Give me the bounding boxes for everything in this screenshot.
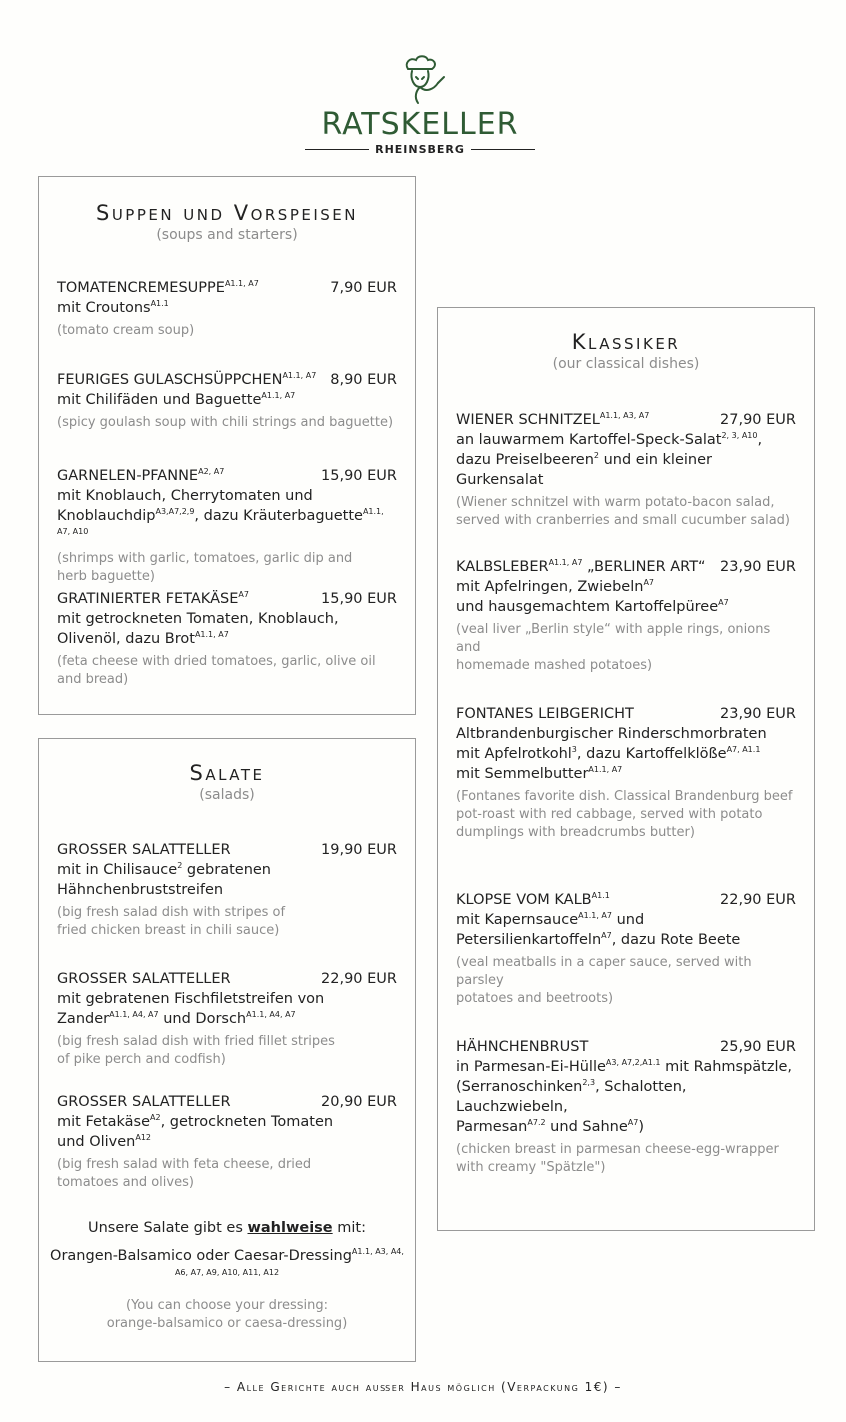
- item-price: 23,90 EUR: [720, 559, 796, 575]
- item-description: und Oliven$^{A12}$: [57, 1133, 152, 1150]
- item-description: (Serranoschinken$^{2,3}$, Schalotten, Lauchzwiebeln,: [456, 1078, 687, 1115]
- item-translation: (veal meatballs in a caper sauce, served with parsley potatoes and beetroots): [456, 955, 752, 1006]
- item-price: 15,90 EUR: [321, 591, 397, 607]
- menu-item: [57, 589, 397, 689]
- menu-item: [57, 1092, 397, 1192]
- item-description: mit Croutons$^{A1.1}$: [57, 299, 169, 316]
- item-description: mit gebratenen Fischfiletstreifen von: [57, 991, 325, 1007]
- item-price: 15,90 EUR: [321, 468, 397, 484]
- item-description: und hausgemachtem Kartoffelpüree$^{A7}$: [456, 598, 729, 615]
- restaurant-location: RHEINSBERG: [300, 143, 540, 156]
- menu-item: [57, 278, 397, 340]
- item-translation: (Wiener schnitzel with warm potato-bacon salad, served with cranberries and small cucumber salad): [456, 495, 790, 528]
- section-subtitle: (our classical dishes): [552, 356, 700, 372]
- salads-section: [38, 738, 416, 1362]
- item-price: 22,90 EUR: [720, 892, 796, 908]
- item-description: mit getrockneten Tomaten, Knoblauch,: [57, 611, 339, 627]
- item-description: mit Kapernsauce$^{A1.1, A7}$ und: [456, 911, 645, 928]
- item-description: Olivenöl, dazu Brot$^{A1.1, A7}$: [57, 630, 229, 647]
- menu-item: [456, 557, 796, 675]
- item-name: GROSSER SALATTELLER: [57, 1094, 231, 1110]
- item-translation: (spicy goulash soup with chili strings and baguette): [57, 415, 394, 430]
- section-subtitle: (salads): [199, 787, 255, 803]
- item-price: 27,90 EUR: [720, 412, 796, 428]
- item-name: FEURIGES $GULASCHSÜPPCHEN^{A1.1, A7}$: [57, 371, 317, 388]
- item-price: 22,90 EUR: [321, 971, 397, 987]
- item-translation: (chicken breast in parmesan cheese-egg-wrapper with creamy "Spätzle"): [456, 1142, 779, 1175]
- item-description: Zander$^{A1.1, A4, A7}$ und Dorsch$^{A1.1, A4, A7}$: [57, 1010, 296, 1027]
- item-description: Altbrandenburgischer Rinderschmorbraten: [456, 726, 767, 742]
- item-price: 7,90 EUR: [330, 280, 397, 296]
- item-name: WIENER $SCHNITZEL^{A1.1, A3, A7}$: [456, 411, 650, 428]
- item-name: GROSSER SALATTELLER: [57, 971, 231, 987]
- soups-section: [38, 176, 416, 715]
- item-name: GRATINIERTER $FETAKÄSE^{A7}$: [57, 590, 249, 607]
- item-price: 20,90 EUR: [321, 1094, 397, 1110]
- item-description: mit Semmelbutter$^{A1.1, A7}$: [456, 765, 623, 782]
- dressing-notice: Unsere Salate gibt es wahlweise mit: Orangen-Balsamico oder Caesar-Dressing$^{A1.1, A3, A4,}$ A6, A7, A9, A10, A11, A12 (You can choose your dressing: orange-balsamico or caesa-dressing): [50, 1220, 404, 1331]
- item-price: 19,90 EUR: [321, 842, 397, 858]
- item-name: FONTANES LEIBGERICHT: [456, 706, 634, 722]
- item-name: GROSSER SALATTELLER: [57, 842, 231, 858]
- item-description: mit Apfelringen, Zwiebeln$^{A7}$: [456, 578, 654, 595]
- chef-icon: [390, 55, 450, 107]
- item-translation: (shrimps with garlic, tomatoes, garlic dip and herb baguette): [57, 551, 353, 584]
- item-price: 23,90 EUR: [720, 706, 796, 722]
- item-name: $TOMATENCREMESUPPE^{A1.1, A7}$: [57, 279, 259, 296]
- menu-item: [456, 1037, 796, 1177]
- item-description: dazu Preiselbeeren$^2$ und ein kleiner Gurkensalat: [456, 451, 712, 488]
- item-translation: (big fresh salad with feta cheese, dried tomatoes and olives): [57, 1157, 312, 1190]
- menu-item: [456, 890, 796, 1008]
- item-name: HÄHNCHENBRUST: [456, 1039, 589, 1055]
- classics-section: [437, 307, 815, 1231]
- item-name: KLOPSE VOM $KALB^{A1.1}$: [456, 891, 610, 908]
- restaurant-name: RATSKELLER: [321, 107, 519, 142]
- item-translation: (tomato cream soup): [57, 323, 195, 338]
- takeaway-note: – Alle Gerichte auch außer Haus möglich (Verpackung 1€) –: [224, 1380, 622, 1394]
- section-title: Salate: [189, 761, 265, 785]
- section-title: Suppen und Vorspeisen: [96, 201, 358, 225]
- menu-item: [57, 466, 397, 586]
- item-description: in Parmesan-Ei-Hülle$^{A3, A7,2,A1.1}$ mit Rahmspätzle,: [456, 1058, 793, 1075]
- item-description: Parmesan$^{A7.2}$ und Sahne$^{A7}$): [456, 1118, 645, 1135]
- item-description: mit Chilifäden und Baguette$^{A1.1, A7}$: [57, 391, 296, 408]
- menu-item: [57, 840, 397, 940]
- section-subtitle: (soups and starters): [156, 227, 298, 243]
- item-translation: (big fresh salad dish with fried fillet stripes of pike perch and codfish): [57, 1034, 335, 1067]
- item-description: Hähnchenbruststreifen: [57, 882, 224, 898]
- item-description: Knoblauchdip$^{A3,A7,2,9}$, dazu Kräuterbaguette$^{A1.1, A7, A10}$: [57, 507, 384, 536]
- item-price: 8,90 EUR: [330, 372, 397, 388]
- restaurant-logo: [300, 55, 540, 155]
- section-title: Klassiker: [571, 330, 681, 354]
- menu-item: [456, 410, 796, 530]
- item-description: mit Fetakäse$^{A2}$, getrockneten Tomaten: [57, 1113, 334, 1130]
- item-name: GARNELEN-$PFANNE^{A2, A7}$: [57, 467, 225, 484]
- item-translation: (feta cheese with dried tomatoes, garlic, olive oil and bread): [57, 654, 376, 687]
- item-price: 25,90 EUR: [720, 1039, 796, 1055]
- item-translation: (Fontanes favorite dish. Classical Brandenburg beef pot-roast with red cabbage, served with potato dumplings with breadcrumbs butter): [456, 789, 793, 840]
- menu-item: [456, 704, 796, 842]
- menu-item: [57, 370, 397, 432]
- item-description: mit in Chilisauce$^2$ gebratenen: [57, 861, 271, 878]
- item-description: mit Knoblauch, Cherrytomaten und: [57, 488, 313, 504]
- item-translation: (veal liver „Berlin style“ with apple rings, onions and homemade mashed potatoes): [456, 622, 771, 673]
- item-description: Petersilienkartoffeln$^{A7}$, dazu Rote Beete: [456, 931, 741, 948]
- item-name: $KALBSLEBER^{A1.1, A7}$ „BERLINER ART“: [456, 558, 706, 575]
- item-description: an lauwarmem Kartoffel-Speck-Salat$^{2, 3, A10}$,: [456, 431, 763, 448]
- item-description: mit Apfelrotkohl$^3$, dazu Kartoffelklöße$^{A7, A1.1}$: [456, 745, 761, 762]
- menu-item: [57, 969, 397, 1069]
- item-translation: (big fresh salad dish with stripes of fried chicken breast in chili sauce): [57, 905, 286, 938]
